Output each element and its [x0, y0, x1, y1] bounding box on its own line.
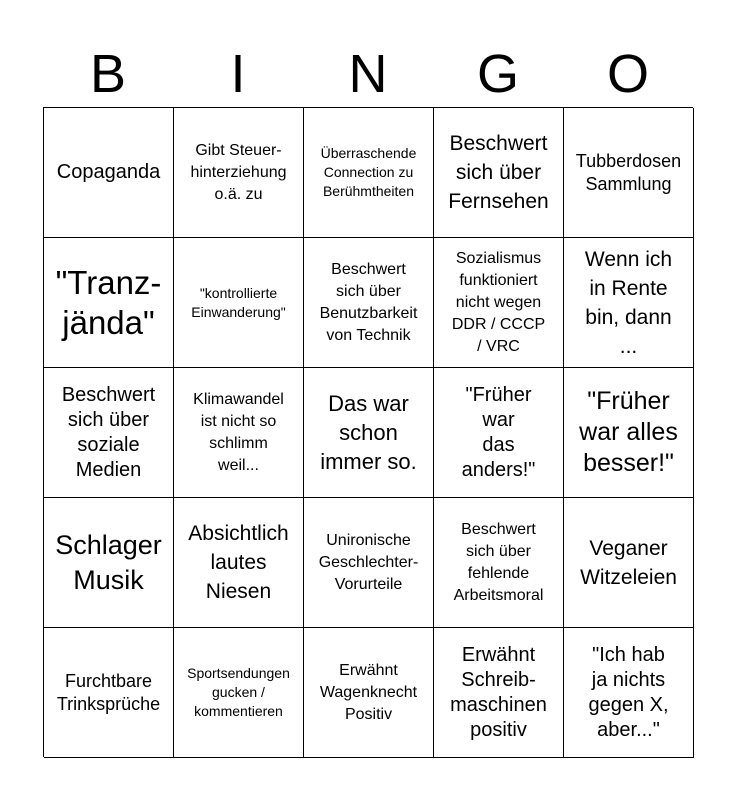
bingo-cell[interactable] [44, 368, 174, 498]
bingo-cell[interactable] [564, 628, 694, 758]
bingo-cell-text: Sozialismus funktioniert nicht wegen DDR / CCCP / VRC [451, 249, 546, 355]
bingo-cell-text: "Früher war das anders!" [461, 383, 536, 481]
bingo-cell[interactable] [304, 238, 434, 368]
bingo-cell-text: Beschwert sich über soziale Medien [61, 383, 156, 481]
bingo-cell-text: "Ich hab ja nichts gegen X, aber..." [588, 643, 669, 741]
bingo-cell[interactable] [564, 108, 694, 238]
bingo-cell[interactable] [174, 238, 304, 368]
bingo-cell[interactable] [434, 108, 564, 238]
bingo-cell-text: "kontrollierte Einwanderung" [191, 284, 286, 320]
bingo-cell-text: Überraschende Connection zu Berühmtheiten [320, 145, 417, 199]
bingo-cell-text: Absichtlich lautes Niesen [188, 522, 289, 603]
bingo-cell[interactable] [174, 628, 304, 758]
bingo-cell[interactable] [174, 368, 304, 498]
bingo-cell-text: Veganer Witzeleien [580, 536, 677, 589]
bingo-cell-text: Furchtbare Trinksprüche [56, 670, 161, 714]
header-letter-i: I [230, 44, 246, 104]
header-letter-b: B [89, 44, 127, 104]
bingo-cell-text: Gibt Steuer- hinterziehung o.ä. zu [190, 141, 287, 203]
bingo-cell[interactable] [434, 498, 564, 628]
bingo-cell-text: Erwähnt Wagenknecht Positiv [319, 661, 418, 723]
header-letter-g: G [476, 44, 519, 104]
bingo-cell[interactable] [44, 498, 174, 628]
bingo-cell-text: Beschwert sich über Fernsehen [448, 132, 549, 213]
bingo-card-grid [43, 107, 693, 757]
bingo-cell[interactable] [564, 498, 694, 628]
bingo-cell-text: Beschwert sich über fehlende Arbeitsmoral [453, 520, 544, 604]
bingo-cell-text: Klimawandel ist nicht so schlimm weil... [193, 390, 284, 474]
bingo-cell[interactable] [174, 498, 304, 628]
bingo-cell[interactable] [304, 108, 434, 238]
header-letter-o: O [606, 44, 649, 104]
bingo-cell-text: Unironische Geschlechter- Vorurteile [318, 531, 419, 593]
bingo-cell-text: "Tranz- jända" [55, 263, 162, 341]
bingo-cell-text: Sportsendungen gucken / kommentieren [187, 665, 290, 719]
bingo-cell[interactable] [564, 368, 694, 498]
bingo-cell[interactable] [44, 238, 174, 368]
bingo-cell-text: Tubberdosen Sammlung [575, 150, 682, 194]
bingo-cell-text: Beschwert sich über Benutzbarkeit von Technik [319, 260, 418, 344]
bingo-cell[interactable] [434, 238, 564, 368]
bingo-cell[interactable] [564, 238, 694, 368]
bingo-header [43, 40, 693, 108]
bingo-cell[interactable] [304, 368, 434, 498]
bingo-cell[interactable] [434, 368, 564, 498]
bingo-cell[interactable] [44, 108, 174, 238]
bingo-cell-text: Erwähnt Schreib- maschinen positiv [450, 643, 547, 741]
bingo-cell-text: Wenn ich in Rente bin, dann ... [584, 247, 673, 358]
bingo-cell[interactable] [304, 498, 434, 628]
bingo-cell-text: Das war schon immer so. [320, 391, 417, 474]
bingo-cell[interactable] [304, 628, 434, 758]
bingo-cell[interactable] [434, 628, 564, 758]
header-letter-n: N [348, 44, 388, 104]
bingo-cell[interactable] [44, 628, 174, 758]
bingo-cell-text: Copaganda [56, 161, 161, 183]
bingo-cell-text: "Früher war alles besser!" [579, 387, 678, 477]
bingo-cell[interactable] [174, 108, 304, 238]
bingo-cell-text: Schlager Musik [55, 529, 162, 595]
